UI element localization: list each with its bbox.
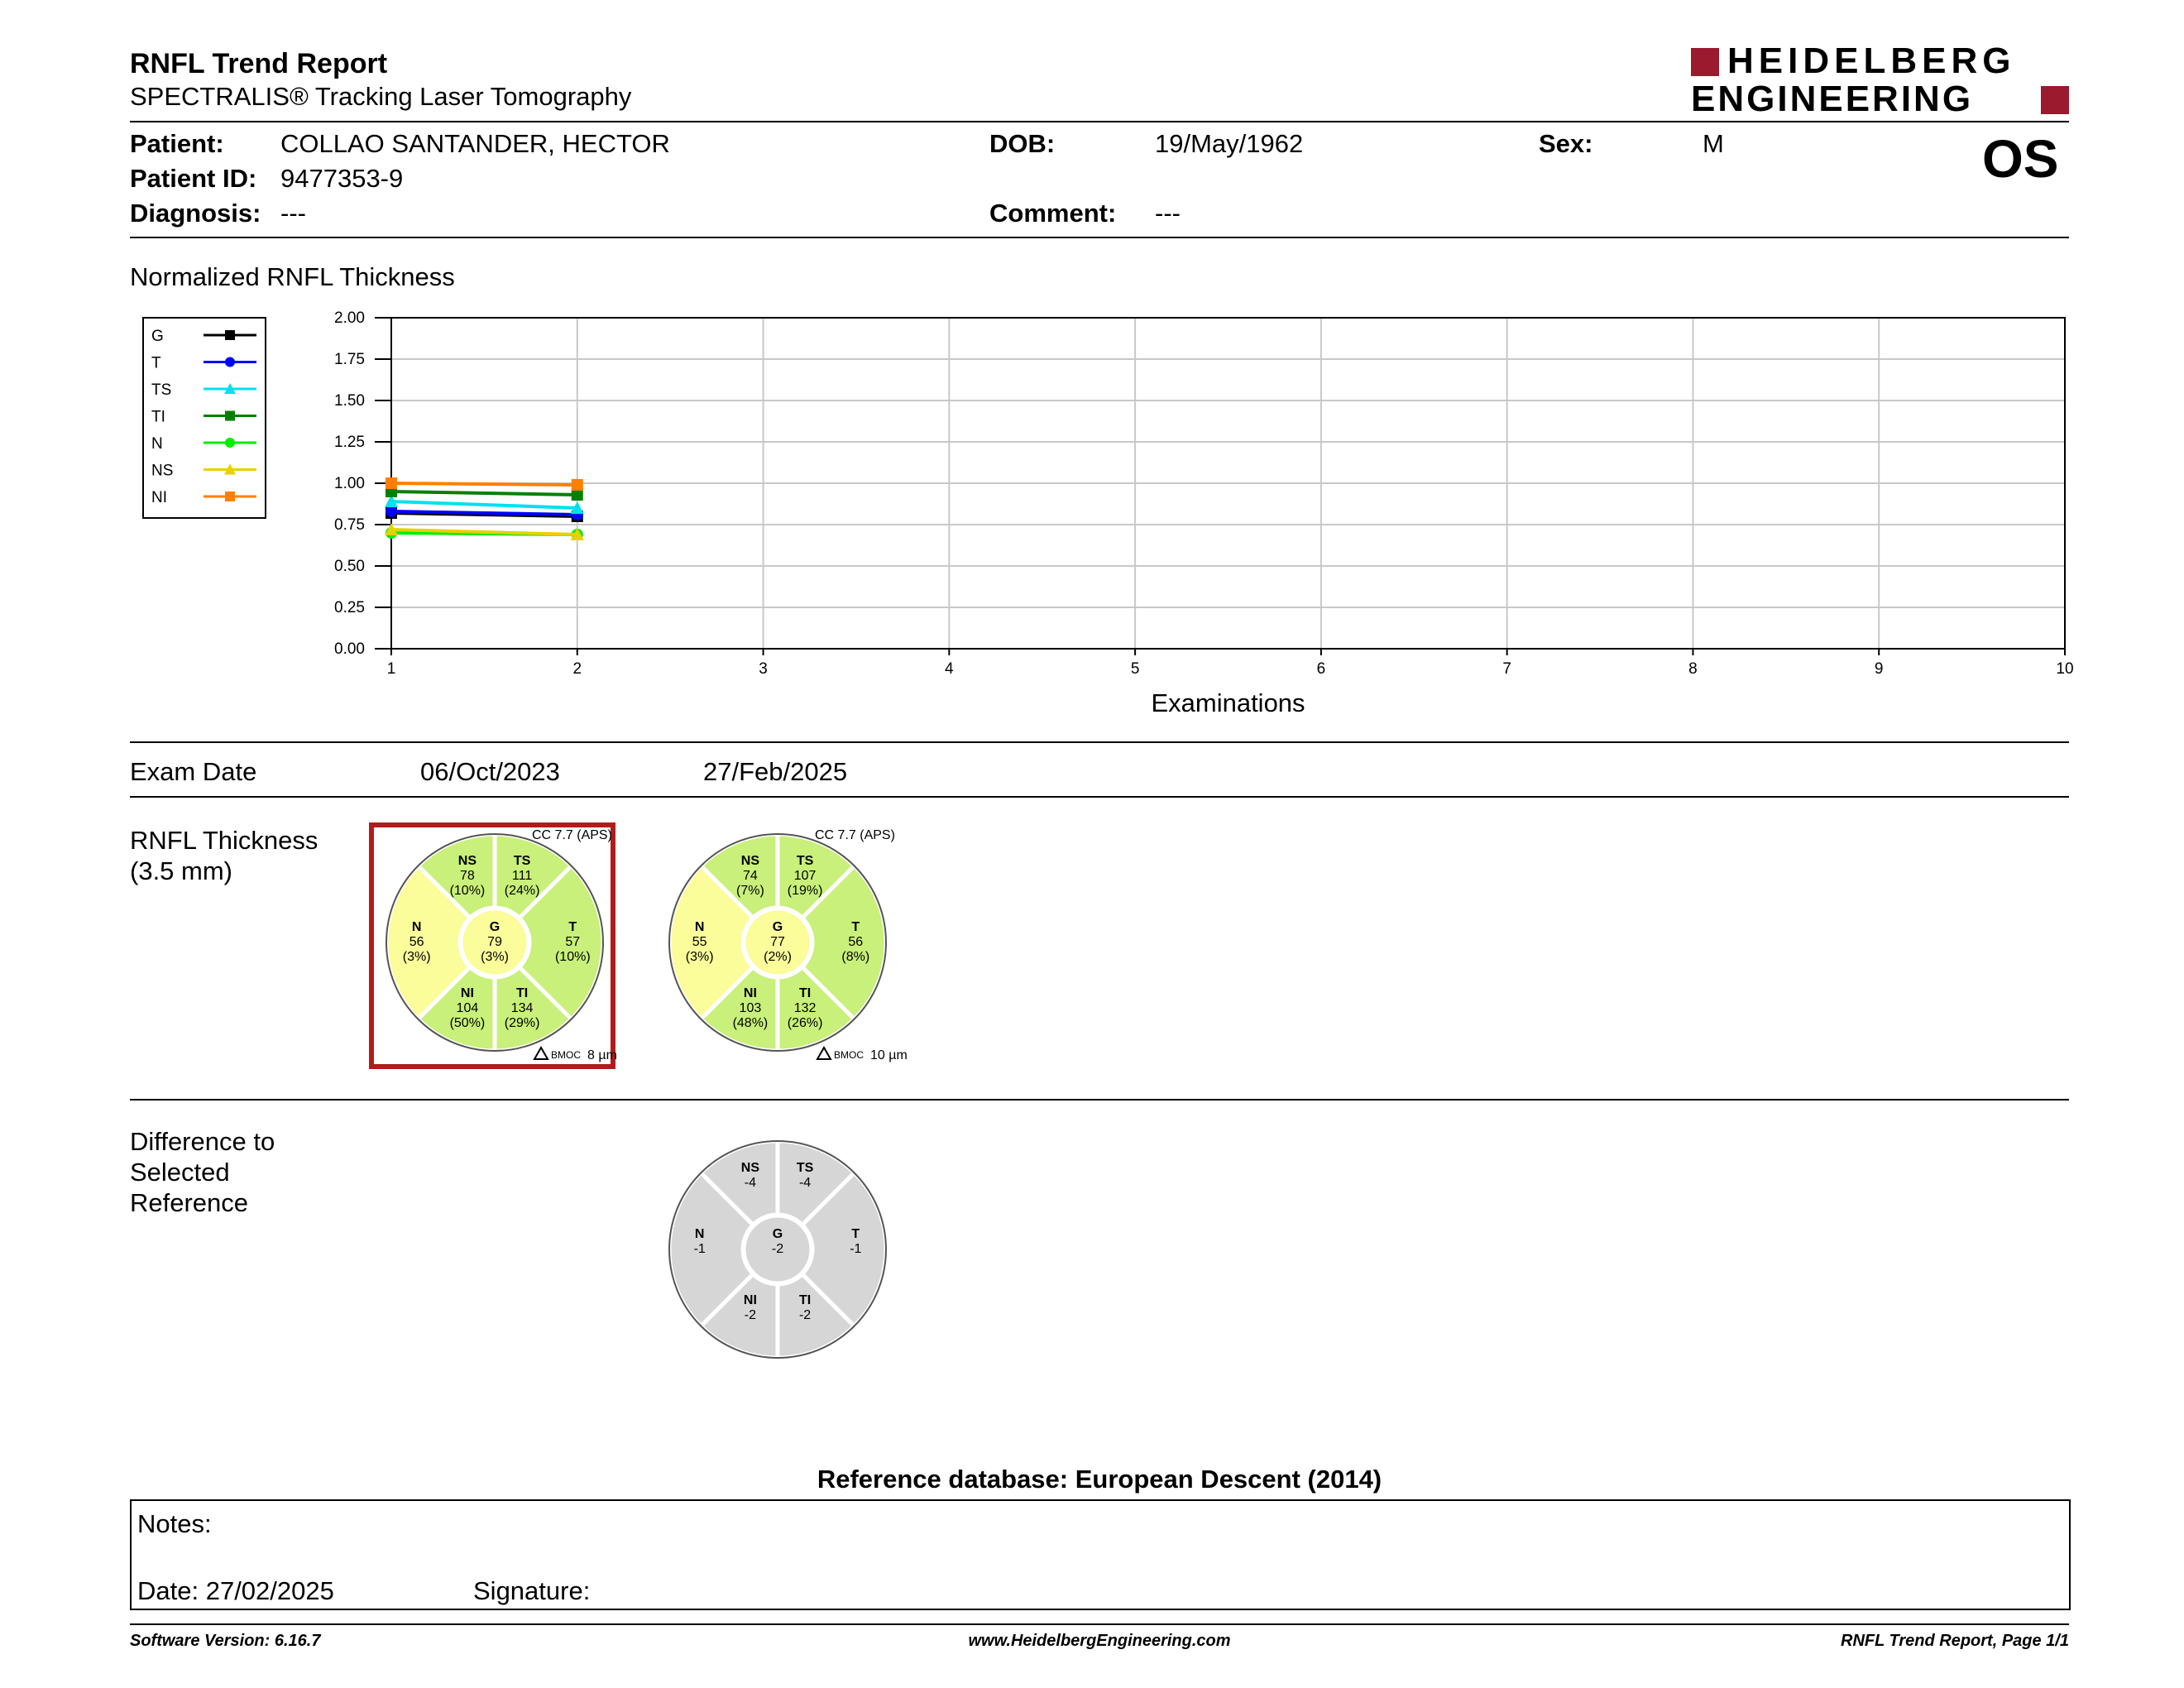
legend-marker-t	[225, 357, 235, 367]
diff-label-t: T	[851, 1227, 860, 1241]
quality-cc: CC 7.7 (APS)	[815, 828, 895, 842]
rnfl-pct-ts: (24%)	[504, 884, 540, 899]
rnfl-circle-exam-2[interactable]	[658, 826, 922, 1074]
diff-value-ns: -4	[744, 1176, 757, 1191]
website[interactable]: www.HeidelbergEngineering.com	[968, 1632, 1231, 1650]
logo-word-heidelberg: HEIDELBERG	[1727, 41, 2016, 81]
diff-label-g: G	[772, 1227, 783, 1241]
rnfl-value-ni: 104	[456, 1000, 479, 1015]
legend-marker-ni	[225, 492, 235, 501]
rnfl-label-ts: TS	[796, 854, 814, 869]
rnfl-value-ns: 78	[460, 869, 475, 884]
footer-divider	[130, 1623, 2069, 1625]
rnfl-pct-ti: (29%)	[504, 1015, 540, 1030]
sex-value: M	[1703, 129, 1724, 158]
report-title: RNFL Trend Report	[130, 48, 388, 79]
rnfl-circle-exam-1[interactable]	[374, 826, 622, 1074]
sex-label: Sex:	[1539, 129, 1593, 158]
difference-label-line1: Difference to	[130, 1127, 275, 1156]
rnfl-value-g: 77	[770, 935, 785, 949]
x-tick-label: 4	[945, 660, 954, 678]
legend-label-ti: TI	[151, 408, 165, 426]
rnfl-pct-t: (10%)	[554, 950, 591, 964]
legend-label-ns: NS	[151, 462, 174, 480]
thickness-label-line1: RNFL Thickness	[130, 826, 318, 855]
thickness-label-line2: (3.5 mm)	[130, 856, 232, 885]
notes-label: Notes:	[137, 1509, 212, 1538]
difference-label-line3: Reference	[130, 1188, 249, 1217]
diff-label-ns: NS	[740, 1161, 760, 1176]
delta-icon	[817, 1048, 831, 1059]
legend-label-ni: NI	[151, 489, 167, 506]
diff-value-g: -2	[771, 1242, 784, 1256]
rnfl-value-n: 55	[692, 935, 707, 949]
y-tick-label: 0.00	[334, 640, 365, 658]
comment-value: ---	[1155, 199, 1181, 228]
legend-label-n: N	[151, 435, 163, 453]
eye-indicator: OS	[1982, 129, 2059, 189]
logo-word-engineering: ENGINEERING	[1691, 79, 1974, 119]
rnfl-value-ti: 134	[510, 1000, 534, 1015]
rnfl-label-ts: TS	[513, 854, 531, 869]
rnfl-value-ti: 132	[793, 1000, 817, 1015]
difference-circle	[658, 1134, 906, 1382]
patient-id: 9477353-9	[280, 164, 404, 193]
x-tick-label: 3	[759, 660, 768, 678]
rnfl-pct-ts: (19%)	[787, 884, 823, 899]
rnfl-pct-ni: (50%)	[449, 1015, 486, 1030]
rnfl-label-ni: NI	[743, 985, 757, 1000]
page-number: RNFL Trend Report, Page 1/1	[1841, 1632, 2069, 1650]
rnfl-label-g: G	[772, 920, 783, 934]
legend-marker-n	[225, 438, 235, 448]
exam-date-label: Exam Date	[130, 757, 257, 786]
diff-label-n: N	[694, 1227, 705, 1241]
rnfl-pct-ti: (26%)	[787, 1015, 823, 1030]
rnfl-label-ni: NI	[460, 985, 474, 1000]
x-tick-label: 2	[572, 660, 582, 678]
x-tick-label: 1	[386, 660, 396, 678]
rnfl-value-ni: 103	[739, 1000, 762, 1015]
notes-date: Date: 27/02/2025	[137, 1576, 334, 1605]
notes-box[interactable]	[130, 1499, 2071, 1610]
report-subtitle: SPECTRALIS® Tracking Laser Tomography	[130, 82, 632, 111]
header-divider	[130, 121, 2069, 122]
x-tick-label: 5	[1130, 660, 1140, 678]
diff-value-ni: -2	[744, 1307, 757, 1322]
series-line-ti	[391, 492, 577, 495]
diagnosis-value: ---	[280, 199, 306, 228]
patient-name: COLLAO SANTANDER, HECTOR	[280, 129, 670, 158]
diff-label-ts: TS	[796, 1161, 814, 1176]
rnfl-value-t: 57	[565, 935, 581, 949]
rnfl-value-t: 56	[848, 935, 864, 949]
diff-label-ni: NI	[743, 1292, 757, 1307]
x-axis-label: Examinations	[1151, 688, 1305, 717]
diff-value-t: -1	[850, 1242, 862, 1256]
chart-legend	[142, 317, 266, 519]
bmoc-label: BMOC	[834, 1049, 864, 1061]
rnfl-value-ns: 74	[743, 869, 758, 884]
diff-value-ti: -2	[798, 1307, 812, 1322]
rnfl-label-t: T	[568, 920, 577, 934]
dates-divider	[130, 796, 2069, 798]
exam-date-1: 06/Oct/2023	[420, 757, 560, 786]
chart-divider	[130, 741, 2069, 743]
thickness-divider	[130, 1099, 2069, 1101]
y-tick-label: 0.50	[334, 558, 365, 575]
data-point-ni	[572, 479, 583, 491]
series-line-ni	[391, 483, 577, 485]
rnfl-label-ns: NS	[457, 854, 477, 869]
y-tick-label: 1.25	[334, 434, 365, 451]
rnfl-value-n: 56	[409, 935, 424, 949]
rnfl-pct-n: (3%)	[685, 950, 714, 964]
y-tick-label: 2.00	[334, 309, 365, 327]
rnfl-label-n: N	[411, 920, 422, 934]
data-point-t	[386, 506, 397, 517]
exam-date-2: 27/Feb/2025	[703, 757, 848, 786]
data-point-ni	[386, 477, 397, 489]
rnfl-label-t: T	[851, 920, 860, 934]
diff-value-n: -1	[693, 1242, 706, 1256]
rnfl-value-ts: 107	[793, 869, 817, 884]
x-tick-label: 6	[1316, 660, 1326, 678]
difference-label-line2: Selected	[130, 1158, 230, 1187]
rnfl-pct-ns: (7%)	[736, 884, 764, 899]
diagnosis-label: Diagnosis:	[130, 199, 261, 228]
comment-label: Comment:	[989, 199, 1117, 228]
rnfl-pct-ns: (10%)	[449, 884, 486, 899]
patient-divider	[130, 237, 2069, 238]
legend-marker-g	[225, 330, 235, 340]
quality-cc: CC 7.7 (APS)	[532, 828, 612, 842]
rnfl-pct-t: (8%)	[841, 950, 870, 964]
y-tick-label: 0.75	[334, 516, 365, 534]
delta-icon	[534, 1048, 548, 1059]
legend-label-ts: TS	[151, 381, 172, 399]
y-tick-label: 1.75	[334, 351, 365, 368]
rnfl-label-ti: TI	[798, 985, 812, 1000]
series-line-ts	[391, 501, 577, 508]
legend-label-t: T	[151, 354, 161, 372]
bmoc-value: 10 µm	[870, 1048, 908, 1062]
diff-value-ts: -4	[798, 1176, 812, 1191]
signature-label: Signature:	[473, 1576, 591, 1605]
rnfl-value-g: 79	[487, 935, 502, 949]
rnfl-pct-g: (3%)	[481, 950, 509, 964]
diff-label-ti: TI	[798, 1292, 812, 1307]
bmoc-label: BMOC	[551, 1049, 581, 1061]
y-tick-label: 0.25	[334, 599, 365, 616]
software-version: Software Version: 6.16.7	[130, 1632, 321, 1650]
rnfl-label-ns: NS	[740, 854, 760, 869]
logo-square-bottom	[2041, 86, 2069, 114]
y-tick-label: 1.00	[334, 475, 365, 492]
x-tick-label: 10	[2056, 660, 2074, 678]
patient-label: Patient:	[130, 129, 224, 158]
x-tick-label: 9	[1874, 660, 1884, 678]
x-tick-label: 8	[1688, 660, 1698, 678]
rnfl-pct-g: (2%)	[764, 950, 792, 964]
rnfl-label-g: G	[489, 920, 500, 934]
rnfl-pct-ni: (48%)	[732, 1015, 769, 1030]
bmoc-value: 8 µm	[587, 1048, 617, 1062]
rnfl-pct-n: (3%)	[402, 950, 431, 964]
rnfl-label-n: N	[694, 920, 705, 934]
chart-title: Normalized RNFL Thickness	[130, 262, 455, 291]
y-tick-label: 1.50	[334, 392, 365, 410]
dob-value: 19/May/1962	[1155, 129, 1304, 158]
rnfl-label-ti: TI	[515, 985, 529, 1000]
heidelberg-logo	[1691, 41, 2069, 119]
dob-label: DOB:	[989, 129, 1056, 158]
legend-marker-ti	[225, 411, 235, 421]
legend-label-g: G	[151, 328, 164, 345]
legend-svg	[144, 319, 265, 517]
trend-chart	[281, 303, 2074, 725]
x-tick-label: 7	[1502, 660, 1511, 678]
data-point-ti	[572, 489, 583, 501]
rnfl-value-ts: 111	[511, 869, 533, 884]
reference-database: Reference database: European Descent (2014)	[817, 1465, 1382, 1494]
patient-id-label: Patient ID:	[130, 164, 257, 193]
logo-square-top	[1691, 48, 1719, 76]
